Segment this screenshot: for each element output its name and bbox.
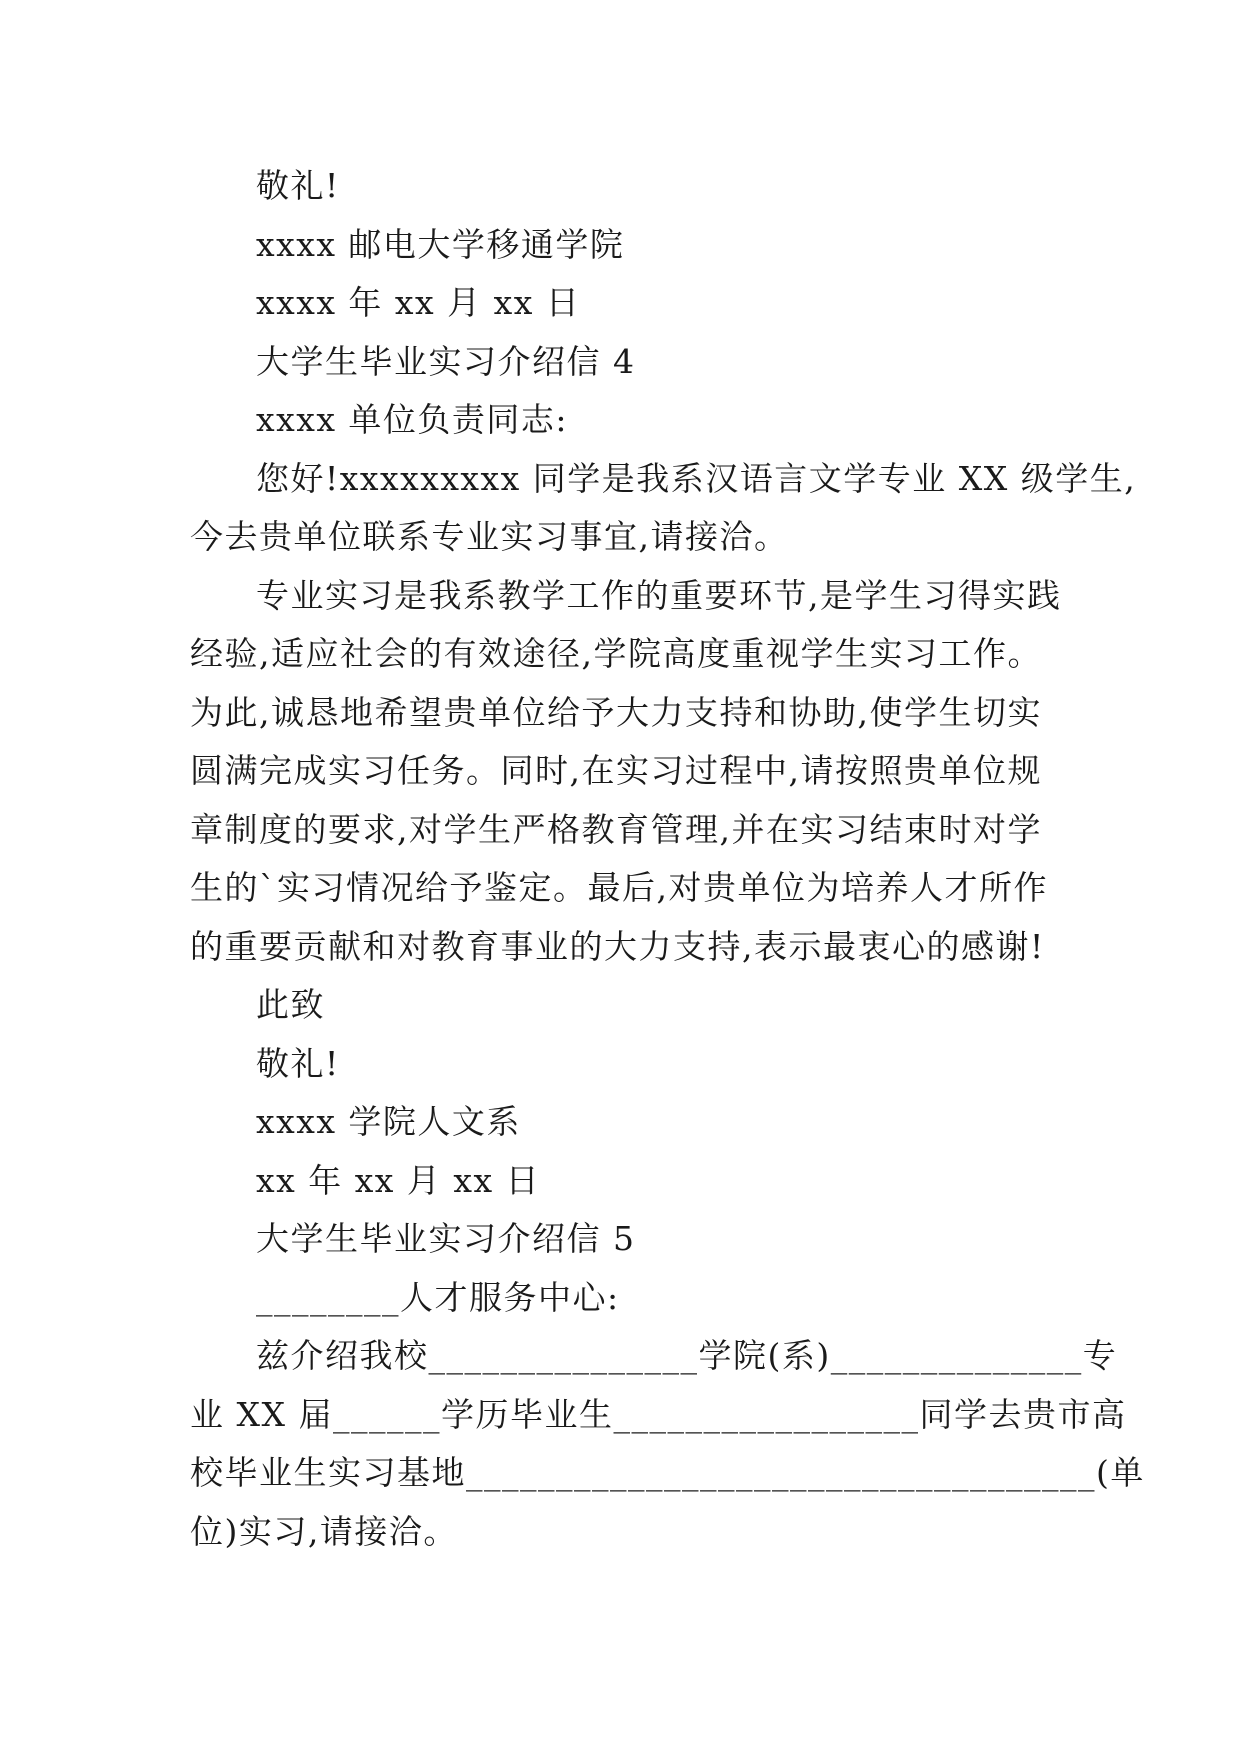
text-line-22: 业 XX 届______学历毕业生_________________同学去贵市高 — [190, 1394, 1127, 1434]
text-line-21: 兹介绍我校_______________学院(系)______________专 — [256, 1336, 1118, 1375]
text-line-3: xxxx 年 xx 月 xx 日 — [256, 283, 581, 322]
text-line-6: 您好!xxxxxxxxx 同学是我系汉语言文学专业 XX 级学生, — [256, 458, 1137, 498]
text-line-1: 敬礼! — [256, 166, 340, 205]
text-line-14: 的重要贡献和对教育事业的大力支持,表示最衷心的感谢! — [190, 926, 1045, 966]
text-line-9: 经验,适应社会的有效途径,学院高度重视学生实习工作。 — [190, 634, 1042, 673]
text-line-19: 大学生毕业实习介绍信 5 — [256, 1219, 636, 1258]
text-line-4: 大学生毕业实习介绍信 4 — [256, 341, 636, 381]
text-line-18: xx 年 xx 月 xx 日 — [256, 1160, 541, 1200]
text-line-16: 敬礼! — [256, 1043, 340, 1083]
text-line-7: 今去贵单位联系专业实习事宜,请接洽。 — [190, 517, 789, 556]
text-line-2: xxxx 邮电大学移通学院 — [256, 224, 625, 264]
text-line-8: 专业实习是我系教学工作的重要环节,是学生习得实践 — [256, 575, 1062, 615]
text-line-20: ________人才服务中心: — [256, 1277, 620, 1317]
text-line-11: 圆满完成实习任务。同时,在实习过程中,请按照贵单位规 — [190, 751, 1042, 790]
text-line-12: 章制度的要求,对学生严格教育管理,并在实习结束时对学 — [190, 809, 1042, 849]
text-line-15: 此致 — [256, 985, 325, 1024]
text-line-23: 校毕业生实习基地___________________________________(单 — [190, 1453, 1145, 1492]
letter-body — [190, 157, 1145, 1561]
text-line-24: 位)实习,请接洽。 — [190, 1511, 458, 1551]
text-line-10: 为此,诚恳地希望贵单位给予大力支持和协助,使学生切实 — [190, 692, 1042, 732]
text-line-17: xxxx 学院人文系 — [256, 1102, 521, 1141]
text-line-13: 生的`实习情况给予鉴定。最后,对贵单位为培养人才所作 — [190, 868, 1048, 907]
text-line-5: xxxx 单位负责同志: — [256, 400, 569, 439]
